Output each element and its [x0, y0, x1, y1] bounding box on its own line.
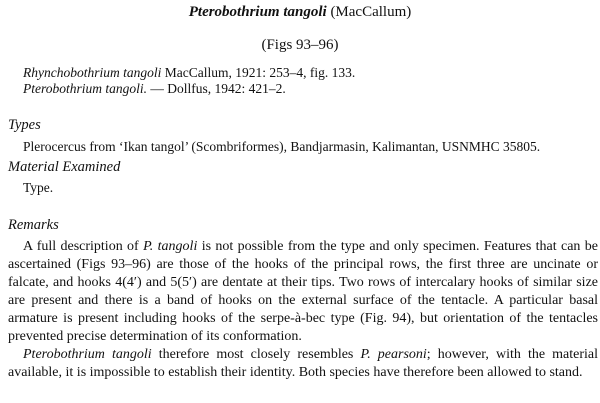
synonym-reference: — Dollfus, 1942: 421–2. — [147, 81, 286, 96]
types-heading: Types — [8, 117, 41, 133]
remarks-body — [8, 238, 598, 382]
remarks-paragraph — [8, 238, 598, 346]
species-name: Pterobothrium tangoli — [188, 4, 327, 20]
remarks-text: A full description of — [23, 239, 144, 254]
synonym-name: Pterobothrium tangoli. — [23, 81, 147, 96]
remarks-text: is not possible from the type and only specimen. Features that can be ascertained (Figs 93–96) are those of the hooks of the principal rows, the first three are uncinate or falcate, and hooks 4(4′) and 5(5′) are dentate at their tips. Two rows of intercalary hooks of similar size are present and there is a band of hooks on the external surface of the tentacle. A particular basal armature is present including hooks of the serpe-à-bec type (Fig. 94), but orientation of the tentacles prevented precise determination of its conformation. — [8, 239, 598, 344]
remarks-species-name: Pterobothrium tangoli — [23, 347, 152, 362]
remarks-paragraph — [8, 346, 598, 382]
material-examined-heading: Material Examined — [8, 159, 121, 175]
synonym-reference: MacCallum, 1921: 253–4, fig. 133. — [161, 65, 356, 80]
material-examined-text: Type. — [23, 180, 54, 195]
synonym-name: Rhynchobothrium tangoli — [23, 65, 162, 80]
remarks-heading: Remarks — [8, 217, 59, 233]
synonym-entry — [23, 64, 355, 81]
species-authority: (MacCallum) — [330, 4, 412, 20]
types-text: Plerocercus from ‘Ikan tangol’ (Scombriformes), Bandjarmasin, Kalimantan, USNMHC 35805. — [23, 139, 541, 154]
figures-reference: (Figs 93–96) — [261, 37, 339, 53]
remarks-species-name: P. pearsoni — [360, 347, 427, 362]
species-title — [0, 4, 600, 21]
remarks-species-name: P. tangoli — [143, 239, 198, 254]
remarks-text: ; however, with the material available, it is impossible to establish their identity. Both species have therefore been allowed to stand. — [8, 347, 598, 380]
synonym-entry — [23, 80, 286, 97]
remarks-text: therefore most closely resembles — [151, 347, 361, 362]
